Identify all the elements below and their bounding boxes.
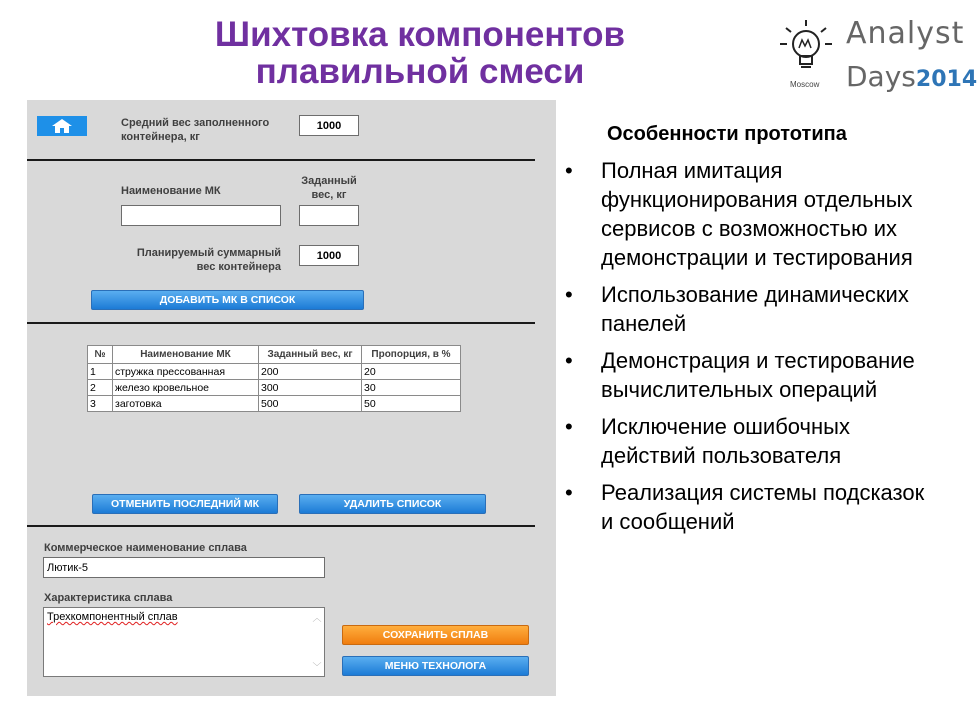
feature-item: • Исключение ошибочных действий пользователя xyxy=(565,412,935,470)
table-row[interactable] xyxy=(88,364,461,380)
cell-proportion: 20 xyxy=(362,364,461,380)
home-icon xyxy=(50,118,74,134)
cell-weight: 200 xyxy=(259,364,362,380)
cell-mk-name: заготовка xyxy=(113,396,259,412)
slide-title-line2: плавильной смеси xyxy=(255,52,585,91)
logo-year: 2014 xyxy=(915,67,977,92)
mk-name-field[interactable] xyxy=(121,205,281,226)
commercial-name-field[interactable]: Лютик-5 xyxy=(43,557,325,578)
divider-3 xyxy=(27,525,535,527)
planned-total-label: Планируемый суммарный вес контейнера xyxy=(136,247,281,273)
avg-weight-field[interactable]: 1000 xyxy=(299,115,359,136)
home-button[interactable] xyxy=(37,116,87,136)
target-weight-label: Заданный вес, кг xyxy=(301,175,357,201)
logo-word-days xyxy=(846,60,977,93)
table-row[interactable] xyxy=(88,396,461,412)
slide-title-line1: Шихтовка компонентов xyxy=(214,15,626,54)
table-header-row xyxy=(88,346,461,364)
features-list xyxy=(565,156,935,544)
col-proportion: Пропорция, в % xyxy=(362,346,461,364)
logo-days: Days xyxy=(846,60,916,93)
technologist-menu-button[interactable]: МЕНЮ ТЕХНОЛОГА xyxy=(342,656,529,676)
delete-list-button[interactable]: УДАЛИТЬ СПИСОК xyxy=(299,494,486,514)
cell-mk-name: стружка прессованная xyxy=(113,364,259,380)
chevron-up-icon[interactable]: ︿ xyxy=(312,613,322,623)
logo-word-analyst: Analyst xyxy=(846,16,965,51)
cell-weight: 300 xyxy=(259,380,362,396)
lightbulb-icon xyxy=(772,14,842,84)
analyst-days-logo xyxy=(772,14,977,94)
save-alloy-button[interactable]: СОХРАНИТЬ СПЛАВ xyxy=(342,625,529,645)
mk-name-label: Наименование МК xyxy=(121,185,221,197)
logo-city: Moscow xyxy=(790,80,820,89)
characteristic-text: Трехкомпонентный сплав xyxy=(47,611,178,623)
divider-1 xyxy=(27,159,535,161)
col-number: № xyxy=(88,346,113,364)
characteristic-label: Характеристика сплава xyxy=(44,592,173,604)
feature-item: • Полная имитация функционирования отдельных сервисов с возможностью их демонстрации и тестирования xyxy=(565,156,935,272)
features-title: Особенности прототипа xyxy=(607,123,847,145)
cell-proportion: 30 xyxy=(362,380,461,396)
undo-last-mk-button[interactable]: ОТМЕНИТЬ ПОСЛЕДНИЙ МК xyxy=(92,494,278,514)
commercial-name-label: Коммерческое наименование сплава xyxy=(44,542,247,554)
characteristic-textarea[interactable] xyxy=(43,607,325,677)
prototype-form-panel xyxy=(27,100,556,696)
cell-weight: 500 xyxy=(259,396,362,412)
planned-total-field[interactable]: 1000 xyxy=(299,245,359,266)
avg-weight-label: Средний вес заполненного контейнера, кг xyxy=(121,117,270,143)
mk-table xyxy=(87,345,461,412)
col-target-weight: Заданный вес, кг xyxy=(259,346,362,364)
add-mk-button[interactable]: ДОБАВИТЬ МК В СПИСОК xyxy=(91,290,364,310)
cell-number: 2 xyxy=(88,380,113,396)
divider-2 xyxy=(27,322,535,324)
slide-title xyxy=(140,16,700,90)
target-weight-field[interactable] xyxy=(299,205,359,226)
col-mk-name: Наименование МК xyxy=(113,346,259,364)
textarea-scrollbar[interactable] xyxy=(312,611,322,673)
cell-number: 1 xyxy=(88,364,113,380)
cell-proportion: 50 xyxy=(362,396,461,412)
cell-mk-name: железо кровельное xyxy=(113,380,259,396)
feature-item: • Демонстрация и тестирование вычислительных операций xyxy=(565,346,935,404)
feature-item: • Реализация системы подсказок и сообщений xyxy=(565,478,935,536)
feature-item: • Использование динамических панелей xyxy=(565,280,935,338)
chevron-down-icon[interactable]: ﹀ xyxy=(312,662,322,672)
cell-number: 3 xyxy=(88,396,113,412)
table-row[interactable] xyxy=(88,380,461,396)
